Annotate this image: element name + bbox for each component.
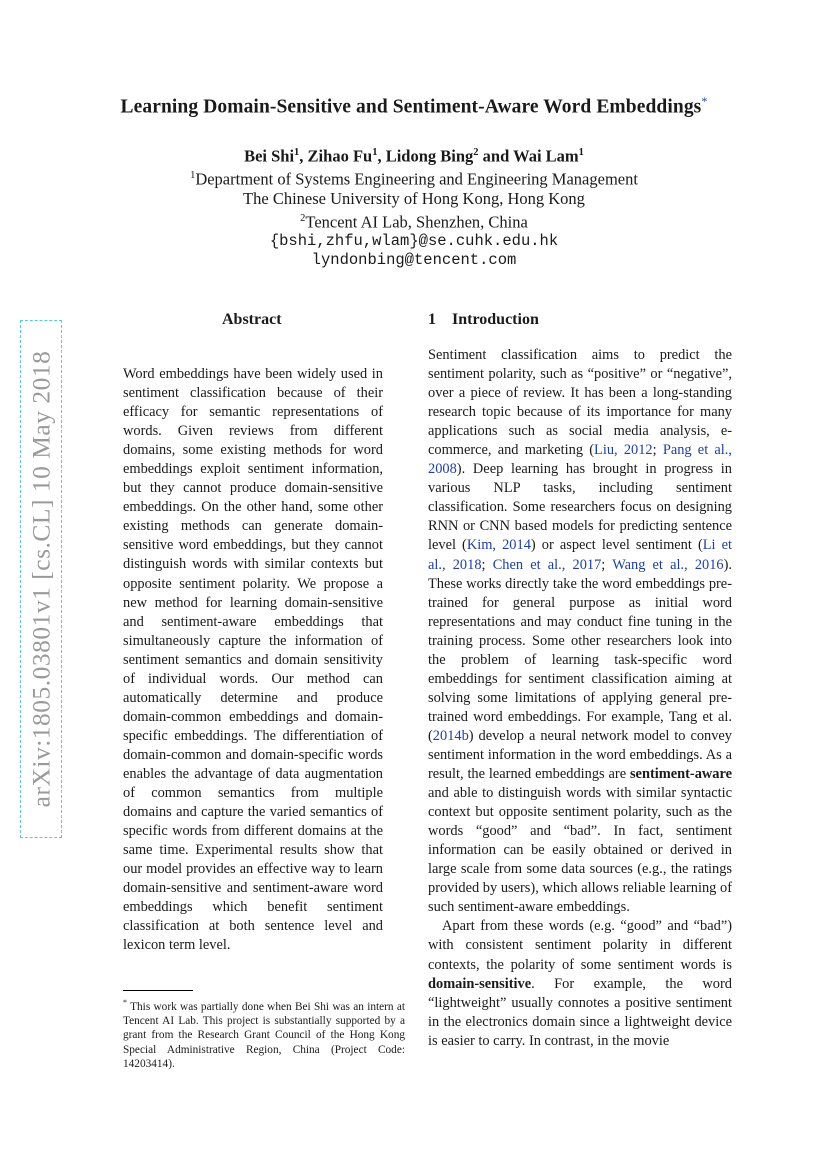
author-separator: and: [478, 146, 514, 166]
author-names: [0, 143, 828, 166]
emphasized-term: domain-sensitive: [428, 975, 532, 992]
emphasized-term: sentiment-aware: [629, 766, 732, 783]
abstract-body: [123, 365, 383, 955]
author-name: Lidong Bing: [385, 146, 474, 166]
intro-paragraph-1: [428, 346, 732, 917]
email-tencent[interactable]: lyndonbing@tencent.com: [311, 251, 517, 270]
paragraph-text: ;: [601, 556, 613, 573]
paragraph-text: ) develop a neural network model to convey sentiment information in the word embeddings. As a result, the learned embeddings are: [428, 727, 732, 783]
author-name: Wai Lam: [513, 146, 579, 166]
author-affiliation-mark: 1: [578, 147, 584, 158]
footnote-text: This work was partially done when Bei Shi was an intern at Tencent AI Lab. This project is substantially supported by a grant from the Research Grant Council of the Hong Kong Special Administrative Region, China (Project Code: 14203414).: [123, 1000, 406, 1070]
affiliation-1-line-2: The Chinese University of Hong Kong, Hong Kong: [243, 189, 585, 209]
author-name: Bei Shi: [244, 146, 295, 166]
paragraph-text: and able to distinguish words with similar syntactic context but opposite sentiment polarity, such as the words “good” and “bad”. In fact, sentiment information can be easily obtained or derived in large scale from some data sources (e.g., the ratings provided by users), which allows reliable learning of such sentiment-aware embeddings.: [428, 785, 732, 916]
citation-link[interactable]: 2014b: [432, 727, 469, 744]
author-affiliation-mark: 1: [294, 147, 300, 158]
affiliation-2: $^2$Tencent AI Lab, Shenzhen, China: [300, 212, 528, 232]
abstract-text: Word embeddings have been widely used in sentiment classification because of their efficacy for semantic representations of words. Given reviews from different domains, some existing methods for word embeddings exploit sentiment information, but they cannot produce domain-sensitive embeddings. On the other hand, some other existing methods can generate domain-sensitive word embeddings, but they cannot distinguish words with similar contexts but opposite sentiment polarity. We propose a new method for learning domain-sensitive and sentiment-aware embeddings that simultaneously capture the information of sentiment semantics and domain sensitivity of individual words. Our method can automatically determine and produce domain-common embeddings and domain-specific embeddings. The differentiation of domain-common and domain-specific words enables the advantage of data augmentation of common semantics from multiple domains and capture the varied semantics of specific words from different domains at the same time. Experimental results show that our model provides an effective way to learn domain-sensitive and sentiment-aware word embeddings which benefit sentiment classification at both sentence level and lexicon term level.: [123, 366, 383, 954]
footnote: [123, 996, 405, 1071]
intro-heading: [428, 311, 539, 329]
citation-link[interactable]: Liu, 2012: [594, 442, 653, 459]
affiliation-1-line-1: $^1$Department of Systems Engineering and Engineering Management: [190, 169, 638, 189]
citation-link[interactable]: Pang et al., 2008: [428, 442, 732, 478]
title-text: Learning Domain-Sensitive and Sentiment-Aware Word Embeddings: [120, 96, 702, 118]
citation-link[interactable]: Kim, 2014: [466, 537, 531, 554]
paragraph-text: . For example, the word “lightweight” usually connotes a positive sentiment in the electronics domain since a lightweight device is easier to carry. In contrast, in the movie: [428, 975, 732, 1049]
author-affiliation-mark: 2: [473, 147, 479, 158]
section-title: Introduction: [452, 311, 539, 328]
paragraph-text: ;: [481, 556, 493, 573]
email-cuhk[interactable]: {bshi,zhfu,wlam}@se.cuhk.edu.hk: [269, 231, 559, 250]
author-separator: ,: [299, 146, 308, 166]
abstract-heading: Abstract: [222, 311, 282, 328]
paragraph-text: Sentiment classification aims to predict the sentiment polarity, such as “positive” or “negative”, over a piece of review. It has been a long-standing research topic because of its importance for many applications such as social media analysis, e-commerce, and marketing (: [428, 347, 732, 459]
citation-link[interactable]: Chen et al., 2017: [492, 556, 602, 573]
author-separator: ,: [377, 146, 386, 166]
author-name: Zihao Fu: [307, 146, 373, 166]
paragraph-text: ;: [652, 442, 663, 459]
intro-body: [428, 346, 732, 1051]
arxiv-watermark[interactable]: [20, 320, 62, 838]
intro-paragraph-2: [428, 917, 732, 1050]
citation-link[interactable]: Li et al., 2018: [428, 537, 733, 573]
paragraph-text: ). Deep learning has brought in progress in various NLP tasks, including sentiment classification. Some researchers focus on designing RNN or CNN based models for predicting sentence level (: [428, 461, 732, 554]
paragraph-text: ) or aspect level sentiment (: [530, 537, 703, 554]
author-affiliation-mark: 1: [372, 147, 378, 158]
section-number: 1: [428, 311, 436, 328]
citation-link[interactable]: Wang et al., 2016: [612, 556, 724, 573]
arxiv-id: arXiv:1805.03801v1 [cs.CL] 10 May 2018: [26, 350, 56, 808]
author-block: [0, 143, 828, 271]
paragraph-text: Apart from these words (e.g. “good” and “bad”) with consistent sentiment polarity in different contexts, the polarity of some sentiment words is: [428, 918, 732, 973]
footnote-mark: *: [123, 998, 127, 1007]
footnote-rule: [123, 990, 193, 991]
title-footnote-mark: *: [701, 94, 708, 108]
paper-title: [0, 94, 828, 119]
paragraph-text: ). These works directly take the word embeddings pre-trained for general purpose as initial word representations and may conduct fine tuning in the training process. Some other researchers look into the problem of learning task-specific word embeddings for sentiment classification aiming at solving some limitations of applying general pre-trained word embeddings. For example, Tang et al. (: [428, 556, 732, 744]
